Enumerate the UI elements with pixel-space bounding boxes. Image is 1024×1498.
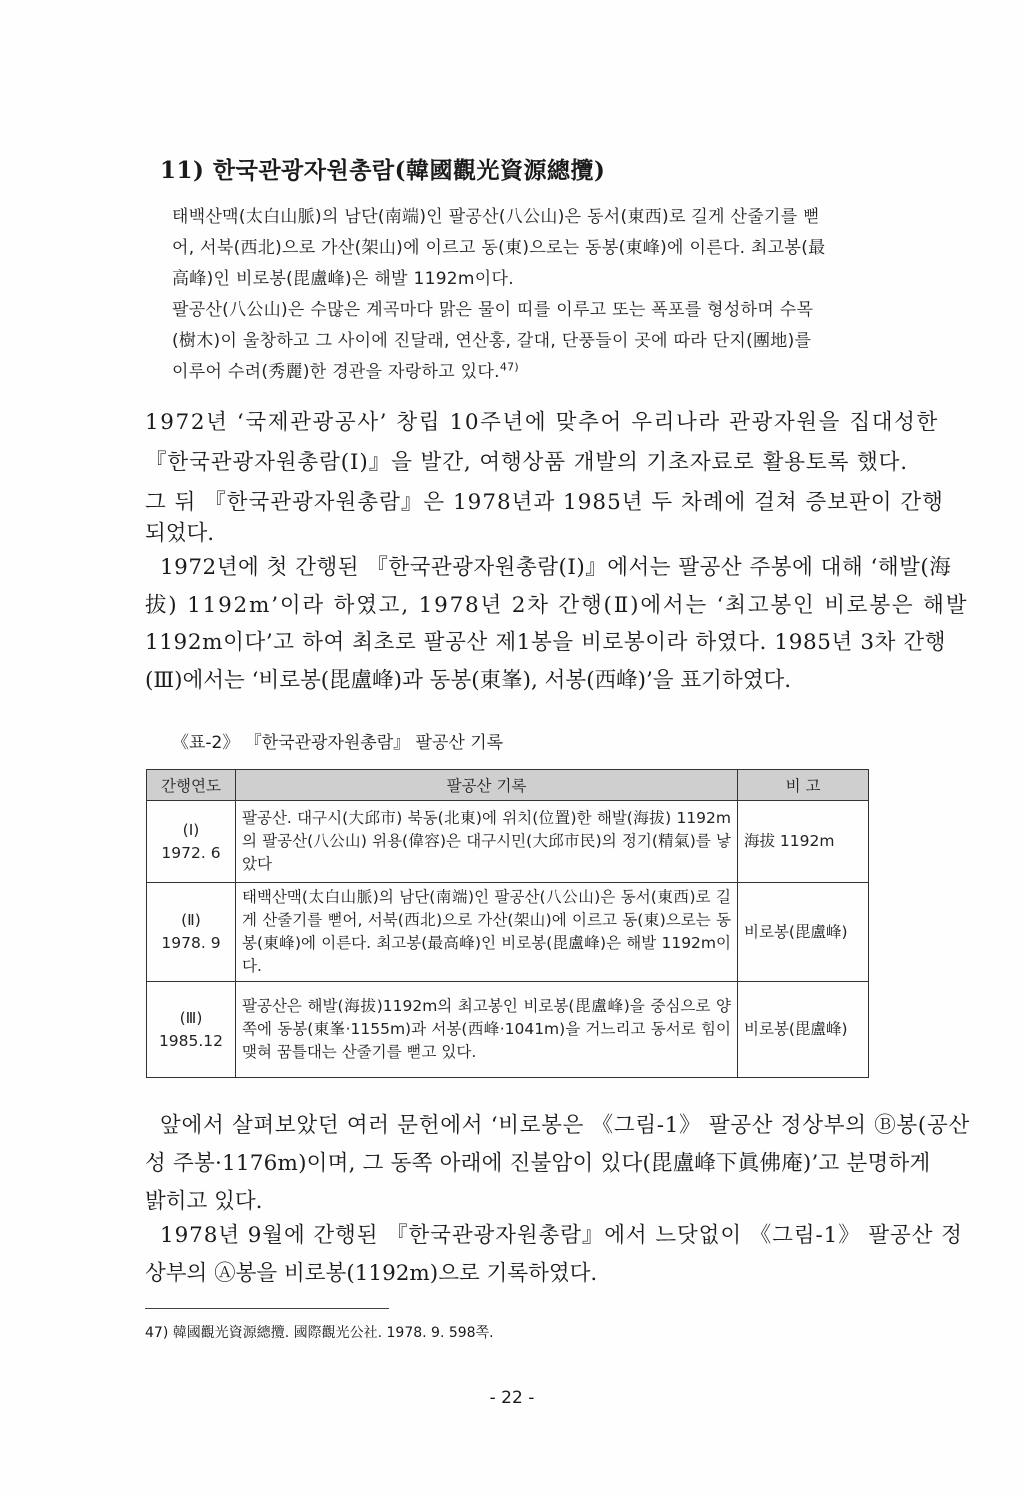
table-header-row [147,770,869,801]
edition-label: (Ⅱ) [181,911,201,929]
body-line: 1972년 ‘국제관광공사’ 창립 10주년에 맞추어 우리나라 관광자원을 집대성한 [145,410,939,435]
body-line: 1978년 9월에 간행된 『한국관광자원총람』에서 느닷없이 《그림-1》 팔공산 정 [160,1223,963,1248]
header-year: 간행연도 [147,770,236,801]
table-row [147,883,869,982]
table-caption: 《표-2》 『한국관광자원총람』 팔공산 기록 [172,733,504,753]
quote-line: (樹木)이 울창하고 그 사이에 진달래, 연산홍, 갈대, 단풍들이 곳에 따라 단지(團地)를 [172,331,812,351]
record-cell: 팔공산. 대구시(大邱市) 북동(北東)에 위치(位置)한 해발(海拔) 1192m의 팔공산(八公山) 위용(偉容)은 대구시민(大邱市民)의 정기(精氣)를 낳았다 [236,801,738,883]
year-cell [147,982,236,1078]
body-line: 그 뒤 『한국관광자원총람』은 1978년과 1985년 두 차례에 걸쳐 증보판이 간행 [145,490,944,515]
body-line: 『한국관광자원총람(Ⅰ)』을 발간, 여행상품 개발의 기초자료로 활용토록 했다. [145,450,909,475]
body-line: 1192m이다’고 하여 최초로 팔공산 제1봉을 비로봉이라 하였다. 1985년 3차 간행 [145,630,947,655]
body-line: 1972년에 첫 간행된 『한국관광자원총람(Ⅰ)』에서는 팔공산 주봉에 대해 ‘해발(海 [160,555,952,580]
section-title: 11) 한국관광자원총람(韓國觀光資源總攬) [160,157,606,184]
record-cell: 팔공산은 해발(海拔)1192m의 최고봉인 비로봉(毘盧峰)을 중심으로 양쪽에 동봉(東峯·1155m)과 서봉(西峰·1041m)을 거느리고 동서로 힘이 맺혀 꿈틀대는 산줄기를 뻗고 있다. [236,982,738,1078]
body-line: (Ⅲ)에서는 ‘비로봉(毘盧峰)과 동봉(東峯), 서봉(西峰)’을 표기하였다. [145,668,792,693]
quote-line: 어, 서북(西北)으로 가산(架山)에 이르고 동(東)으로는 동봉(東峰)에 이른다. 최고봉(最 [172,238,826,258]
body-line: 앞에서 살펴보았던 여러 문헌에서 ‘비로봉은 《그림-1》 팔공산 정상부의 Ⓑ봉(공산 [160,1113,970,1138]
footnote-reference: 47) [499,360,520,374]
edition-date: 1978. 9 [161,934,221,952]
quote-line: 태백산맥(太白山脈)의 남단(南端)인 팔공산(八公山)은 동서(東西)로 길게 산줄기를 뻗 [172,207,820,227]
body-line: 성 주봉·1176m)이며, 그 동쪽 아래에 진불암이 있다(毘盧峰下眞佛庵)’고 분명하게 [145,1151,931,1176]
record-cell: 태백산맥(太白山脈)의 남단(南端)인 팔공산(八公山)은 동서(東西)로 길게 산줄기를 뻗어, 서북(西北)으로 가산(架山)에 이르고 동(東)으로는 동봉(東峰)에 이른다. 최고봉(最高峰)인 비로봉(毘盧峰)은 해발 1192m이다. [236,883,738,982]
header-note: 비 고 [738,770,869,801]
quote-last-text: 이루어 수려(秀麗)한 경관을 자랑하고 있다. [172,362,500,382]
page-number: - 22 - [489,1388,535,1408]
note-cell: 비로봉(毘盧峰) [738,883,869,982]
records-table [146,769,869,1078]
body-line: 밝히고 있다. [145,1189,263,1214]
note-cell: 비로봉(毘盧峰) [738,982,869,1078]
table-row [147,982,869,1078]
note-cell: 海拔 1192m [738,801,869,883]
body-line: 되었다. [145,521,215,546]
table-row [147,801,869,883]
header-record: 팔공산 기록 [236,770,738,801]
edition-date: 1985.12 [158,1031,224,1050]
quote-line: 高峰)인 비로봉(毘盧峰)은 해발 1192m이다. [172,269,514,289]
quote-line [172,357,519,382]
edition-date: 1972. 6 [161,843,221,862]
edition-label: (Ⅲ) [179,1008,203,1027]
year-cell [147,801,236,883]
edition-label: (Ⅰ) [182,820,200,839]
footnote-divider [145,1308,389,1309]
body-line: 拔) 1192m’이라 하였고, 1978년 2차 간행(Ⅱ)에서는 ‘최고봉인 비로봉은 해발 [145,593,969,618]
quote-line: 팔공산(八公山)은 수많은 계곡마다 맑은 물이 띠를 이루고 또는 폭포를 형성하며 수목 [172,300,814,320]
body-line: 상부의 Ⓐ봉을 비로봉(1192m)으로 기록하였다. [145,1261,598,1286]
footnote: 47) 韓國觀光資源總攬. 國際觀光公社. 1978. 9. 598쪽. [145,1325,494,1341]
year-cell [147,883,236,982]
